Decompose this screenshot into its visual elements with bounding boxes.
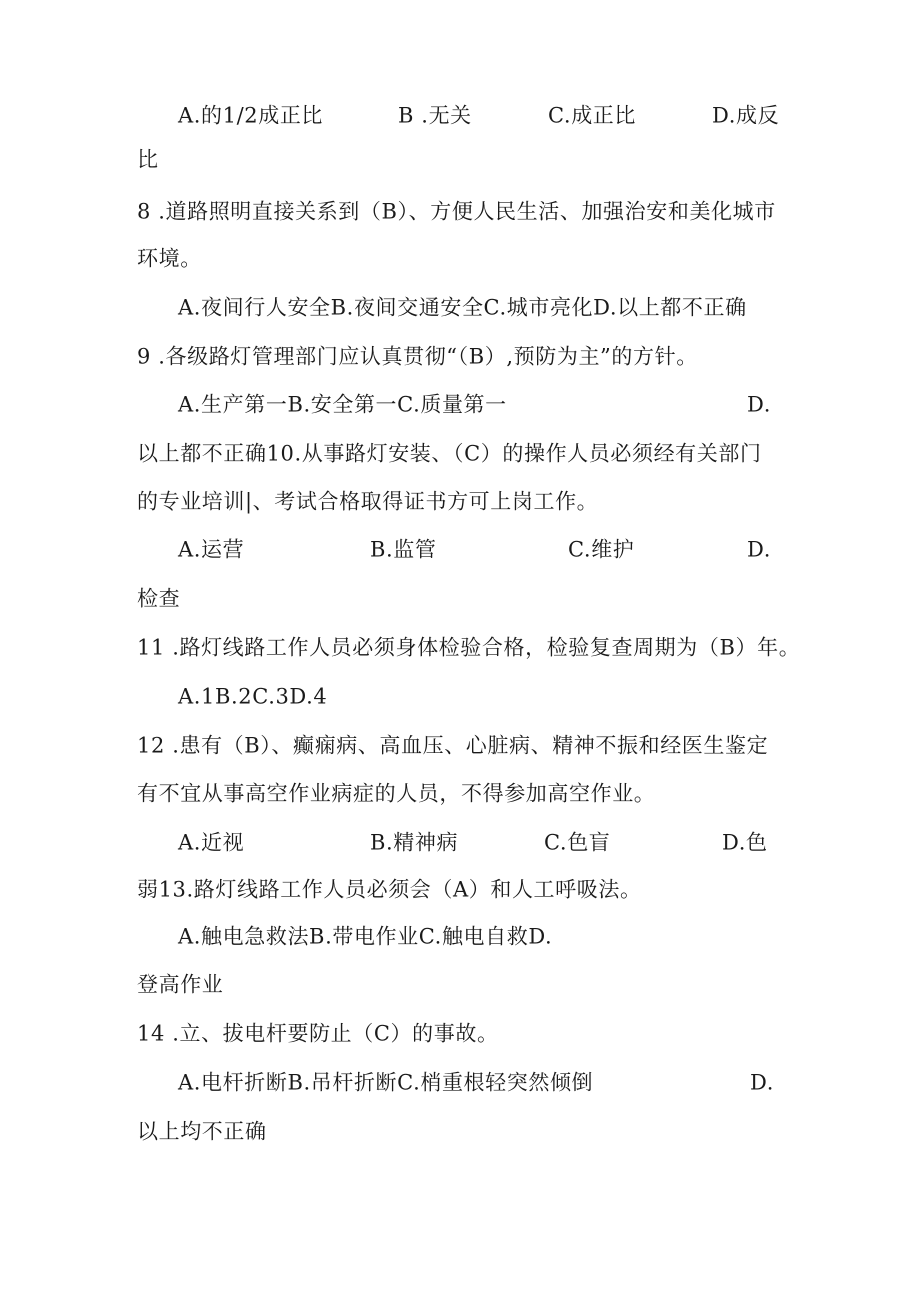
q12-option-c: C.色盲: [544, 830, 611, 855]
q9-stem: 9 .各级路灯管理部门应认真贯彻“（B）,预防为主”的方针。: [137, 344, 698, 369]
q11-stem: 11 .路灯线路工作人员必须身体检验合格，检验复查周期为（B）年。: [137, 635, 801, 660]
q9-options: A.生产第一B.安全第一C.质量第一: [178, 392, 507, 417]
q9-d-tail-q10-stem-line1: 以上都不正确10.从事路灯安装、（C）的操作人员必须经有关部门: [137, 441, 762, 466]
q12-stem-line2: 有不宜从事高空作业病症的人员，不得参加高空作业。: [137, 781, 656, 806]
q8-stem-line2: 环境。: [137, 246, 202, 271]
q12-d-tail-q13-stem: 弱13.路灯线路工作人员必须会（A）和人工呼吸法。: [137, 877, 642, 902]
q8-stem-line1: 8 .道路照明直接关系到（B）、方便人民生活、加强治安和美化城市: [137, 199, 776, 224]
q14-option-d: D.: [750, 1070, 774, 1095]
q12-option-a: A.近视: [178, 830, 245, 855]
q7-option-b: B .无关: [398, 103, 472, 128]
q8-options: A.夜间行人安全B.夜间交通安全C.城市亮化D.以上都不正确: [178, 295, 747, 320]
q14-stem: 14 .立、拔电杆要防止（C）的事故。: [137, 1021, 499, 1046]
q7-option-d: D.成反: [712, 103, 780, 128]
q7-option-c: C.成正比: [548, 103, 636, 128]
q7-option-a: A.的1/2成正比: [178, 103, 324, 128]
q10-option-c: C.维护: [568, 537, 635, 562]
q7-option-d-tail: 比: [137, 147, 159, 172]
q14-option-d-tail: 以上均不正确: [137, 1119, 267, 1144]
q12-option-d: D.色: [722, 830, 768, 855]
q9-option-d: D.: [747, 392, 771, 417]
q12-option-b: B.精神病: [370, 830, 459, 855]
q13-options: A.触电急救法B.带电作业C.触电自救D.: [178, 924, 553, 949]
q10-option-b: B.监管: [370, 537, 437, 562]
q10-option-d: D.: [747, 537, 771, 562]
q10-option-a: A.运营: [178, 537, 245, 562]
q13-option-d-tail: 登高作业: [137, 972, 224, 997]
q14-options: A.电杆折断B.吊杆折断C.梢重根轻突然倾倒: [178, 1070, 594, 1095]
q12-stem-line1: 12 .患有（B）、癫痫病、高血压、心脏病、精神不振和经医生鉴定: [137, 733, 769, 758]
q10-option-d-tail: 检查: [137, 586, 181, 611]
q10-stem-line2: 的专业培训|、考试合格取得证书方可上岗工作。: [137, 489, 599, 514]
q11-options: A.1B.2C.3D.4: [178, 684, 328, 709]
